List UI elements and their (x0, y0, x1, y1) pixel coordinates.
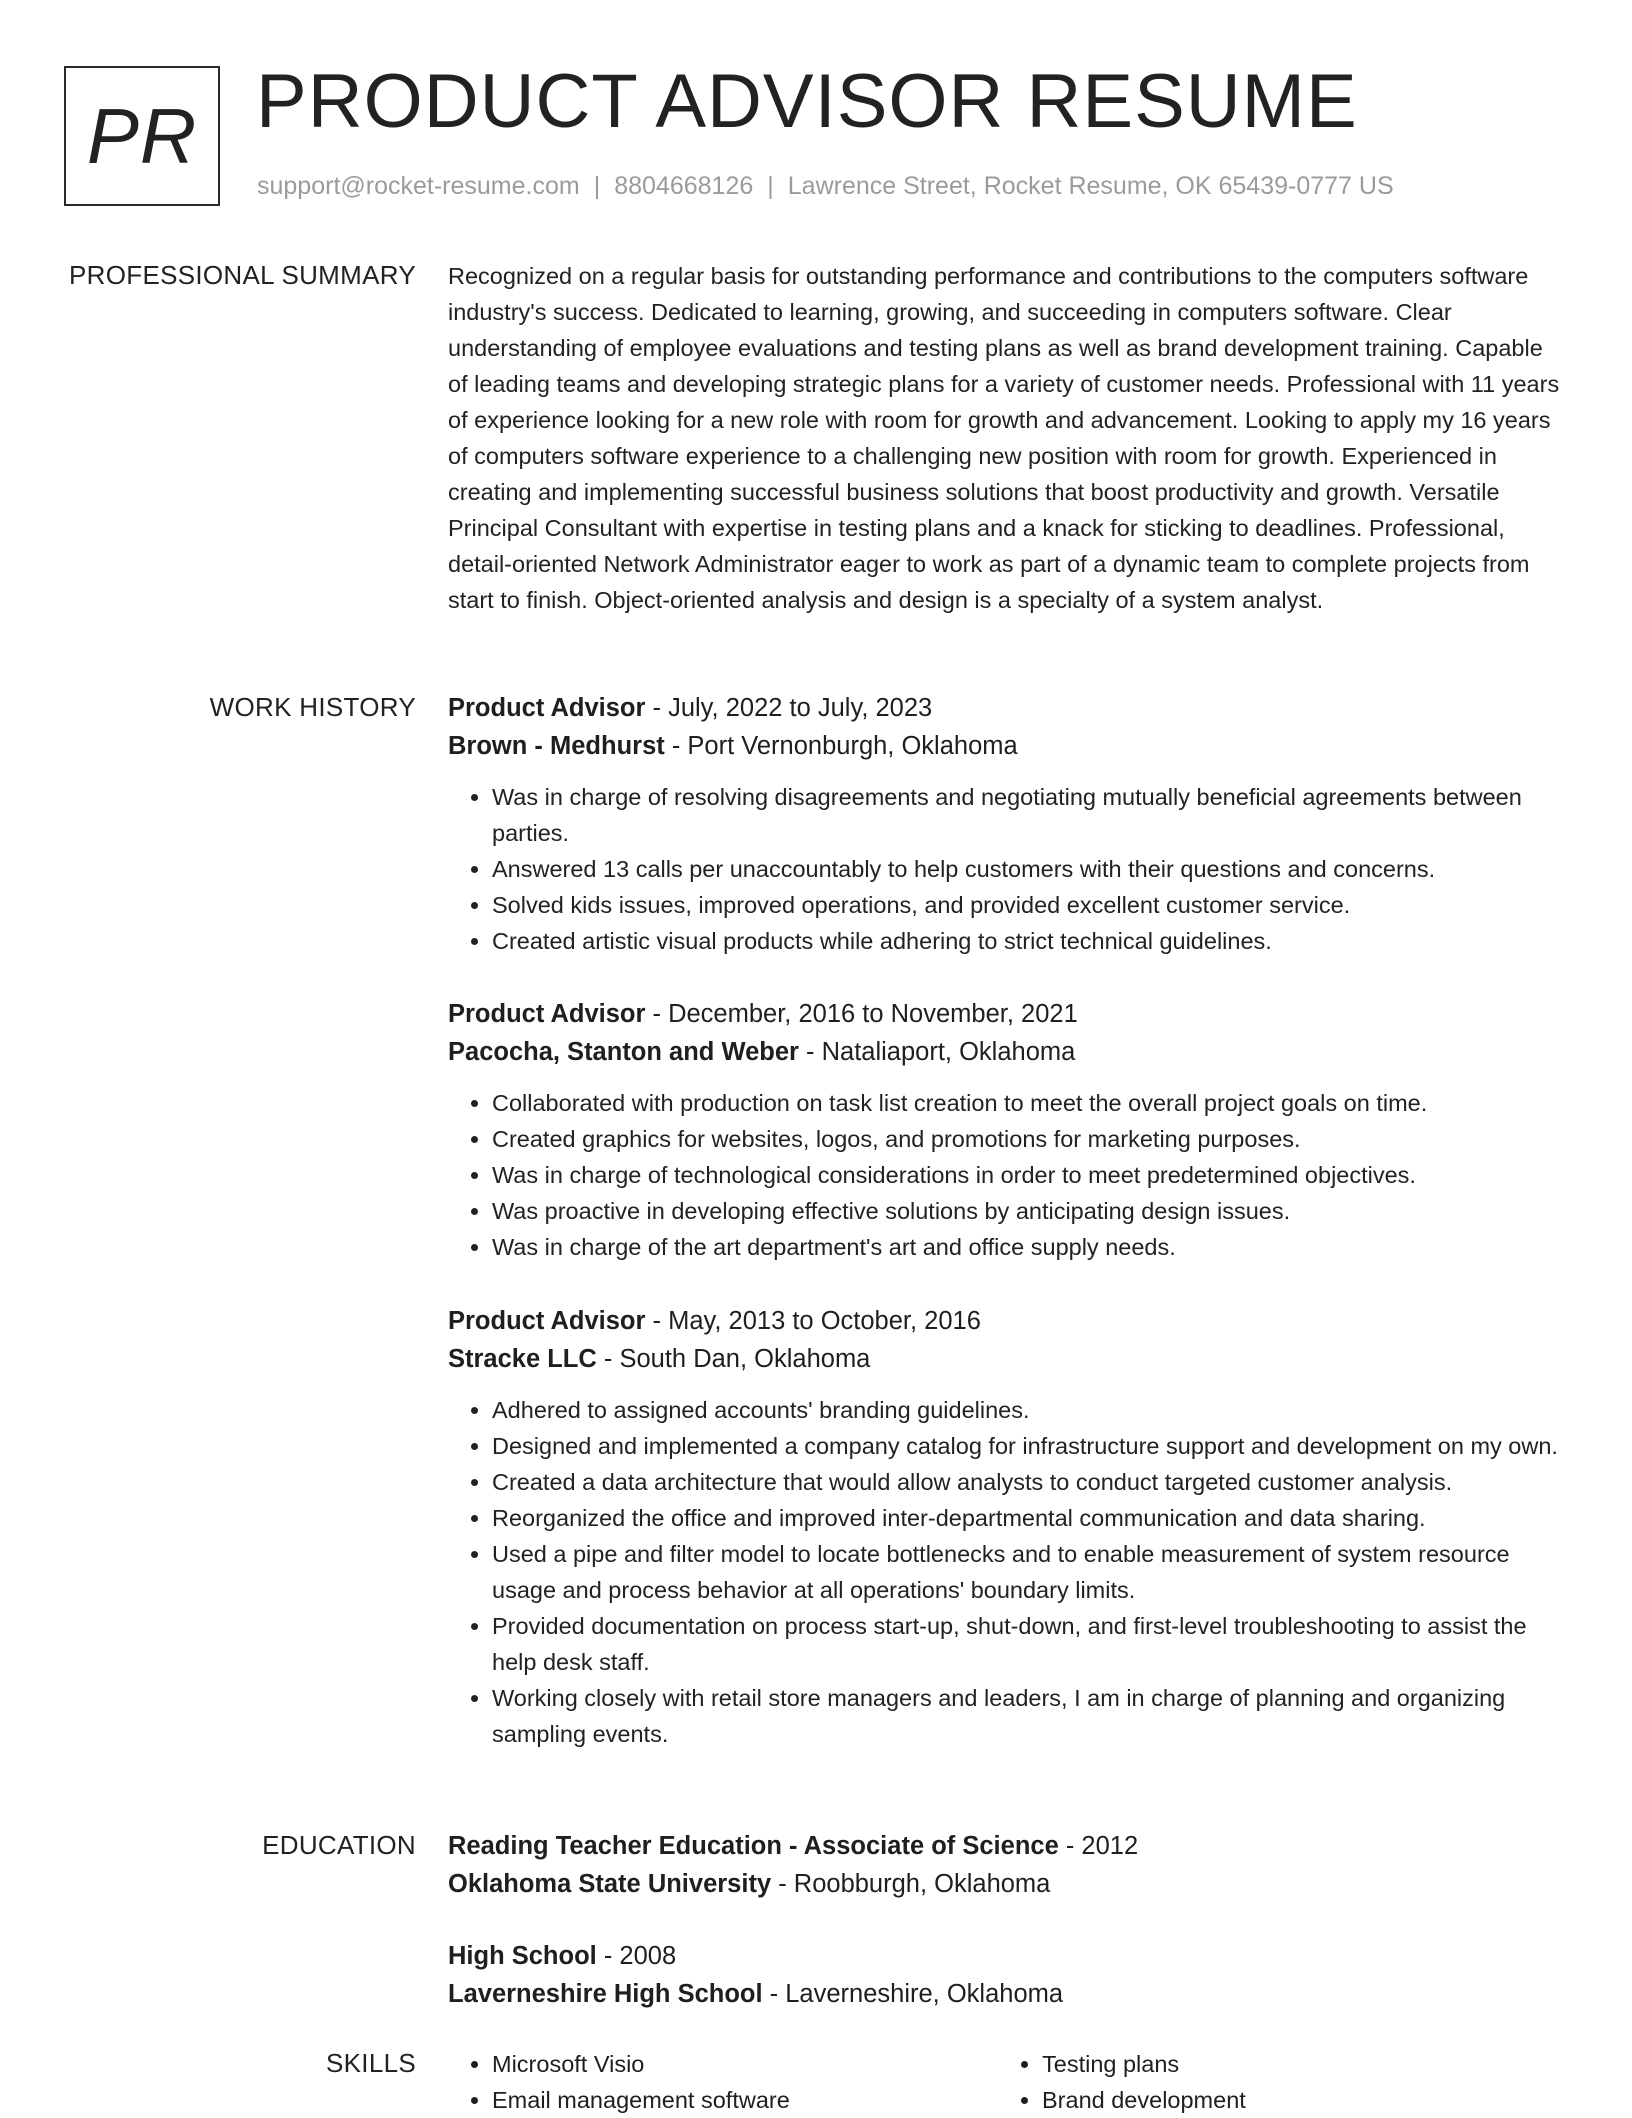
resume-title: PRODUCT ADVISOR RESUME (256, 59, 1358, 144)
contact-line (257, 172, 1394, 201)
degree-year: - 2012 (1058, 1832, 1139, 1860)
skills-column-left (448, 2046, 998, 2118)
contact-email[interactable]: support@rocket-resume.com (257, 172, 580, 200)
section-label-work: WORK HISTORY (209, 692, 416, 722)
list-item: • Working closely with retail store managers and leaders, I am in charge of planning and organizing sampling events. (492, 1680, 1568, 1752)
list-item: • Provided documentation on process start-up, shut-down, and first-level troubleshooting to assist the help desk staff. (492, 1608, 1568, 1680)
job-company-line (448, 1033, 1568, 1071)
list-item: • Adhered to assigned accounts' branding guidelines. (492, 1392, 1568, 1428)
job-company: Pacocha, Stanton and Weber (448, 1038, 799, 1066)
list-item: • Created a data architecture that would allow analysts to conduct targeted customer analysis. (492, 1464, 1568, 1500)
skill-item: • Email management software (492, 2082, 998, 2118)
monogram-box: PR (64, 66, 220, 206)
degree-line (448, 1937, 1568, 1975)
school-location: - Roobburgh, Oklahoma (771, 1870, 1051, 1898)
job-entry (448, 995, 1568, 1265)
contact-separator: | (593, 172, 601, 200)
education-entry (448, 1937, 1568, 2013)
degree-line (448, 1827, 1568, 1865)
job-bullets (448, 1085, 1568, 1265)
school-line (448, 1865, 1568, 1903)
summary-text: Recognized on a regular basis for outstanding performance and contributions to the computers software industry's success. Dedicated to learning, growing, and succeeding in computers software. Clear understanding of employee evaluations and testing plans as well as brand development training. Capable of leading teams and developing strategic plans for a variety of customer needs. Professional with 11 years of experience looking for a new role with room for growth and advancement. Looking to apply my 16 years of computers software experience to a challenging new position with room for growth. Experienced in creating and implementing successful business solutions that boost productivity and growth. Versatile Principal Consultant with expertise in testing plans and a knack for sticking to deadlines. Professional, detail-oriented Network Administrator eager to work as part of a dynamic team to complete projects from start to finish. Object-oriented analysis and design is a specialty of a system analyst. (448, 263, 1560, 613)
job-title: Product Advisor (448, 1000, 646, 1028)
job-company-line (448, 1340, 1568, 1378)
school-location: - Laverneshire, Oklahoma (762, 1980, 1064, 2008)
job-dates: - May, 2013 to October, 2016 (645, 1307, 981, 1335)
list-item: • Collaborated with production on task list creation to meet the overall project goals on time. (492, 1085, 1568, 1121)
job-title-line (448, 995, 1568, 1033)
list-item: • Was in charge of resolving disagreements and negotiating mutually beneficial agreements between parties. (492, 779, 1568, 851)
job-title: Product Advisor (448, 1307, 646, 1335)
job-company: Stracke LLC (448, 1345, 597, 1373)
skill-item: • Testing plans (1042, 2046, 1548, 2082)
contact-address: Lawrence Street, Rocket Resume, OK 65439-0777 US (787, 172, 1394, 200)
summary-block (448, 258, 1568, 618)
education-entry (448, 1827, 1568, 1903)
list-item: • Designed and implemented a company catalog for infrastructure support and development on my own. (492, 1428, 1568, 1464)
job-entry (448, 689, 1568, 959)
job-entry (448, 1302, 1568, 1752)
job-company-line (448, 727, 1568, 765)
job-location: - Port Vernonburgh, Oklahoma (664, 732, 1018, 760)
skill-item: • Brand development (1042, 2082, 1548, 2118)
section-label-skills: SKILLS (326, 2048, 416, 2078)
job-title-line (448, 689, 1568, 727)
school-name: Oklahoma State University (448, 1870, 772, 1898)
list-item: • Solved kids issues, improved operations, and provided excellent customer service. (492, 887, 1568, 923)
section-label-education: EDUCATION (262, 1830, 416, 1860)
contact-phone: 8804668126 (614, 172, 754, 200)
degree-name: Reading Teacher Education - Associate of Science (448, 1832, 1059, 1860)
school-name: Laverneshire High School (448, 1980, 763, 2008)
skills-grid (448, 2046, 1568, 2118)
degree-name: High School (448, 1942, 597, 1970)
list-item: • Answered 13 calls per unaccountably to help customers with their questions and concerns. (492, 851, 1568, 887)
skills-block (448, 2046, 1568, 2118)
skills-column-right (998, 2046, 1548, 2118)
list-item: • Used a pipe and filter model to locate bottlenecks and to enable measurement of system resource usage and process behavior at all operations' boundary limits. (492, 1536, 1568, 1608)
school-line (448, 1975, 1568, 2013)
job-location: - South Dan, Oklahoma (596, 1345, 871, 1373)
list-item: • Was proactive in developing effective solutions by anticipating design issues. (492, 1193, 1568, 1229)
job-dates: - December, 2016 to November, 2021 (645, 1000, 1078, 1028)
list-item: • Created artistic visual products while adhering to strict technical guidelines. (492, 923, 1568, 959)
contact-separator: | (767, 172, 774, 200)
job-dates: - July, 2022 to July, 2023 (645, 694, 933, 722)
degree-year: - 2008 (596, 1942, 677, 1970)
job-company: Brown - Medhurst (448, 732, 665, 760)
section-label-summary: PROFESSIONAL SUMMARY (69, 260, 416, 290)
list-item: • Was in charge of the art department's art and office supply needs. (492, 1229, 1568, 1265)
job-bullets (448, 1392, 1568, 1752)
list-item: • Created graphics for websites, logos, and promotions for marketing purposes. (492, 1121, 1568, 1157)
job-location: - Nataliaport, Oklahoma (798, 1038, 1076, 1066)
job-bullets (448, 779, 1568, 959)
job-title: Product Advisor (448, 694, 646, 722)
list-item: • Reorganized the office and improved inter-departmental communication and data sharing. (492, 1500, 1568, 1536)
list-item: • Was in charge of technological considerations in order to meet predetermined objectives. (492, 1157, 1568, 1193)
job-title-line (448, 1302, 1568, 1340)
skill-item: • Microsoft Visio (492, 2046, 998, 2082)
